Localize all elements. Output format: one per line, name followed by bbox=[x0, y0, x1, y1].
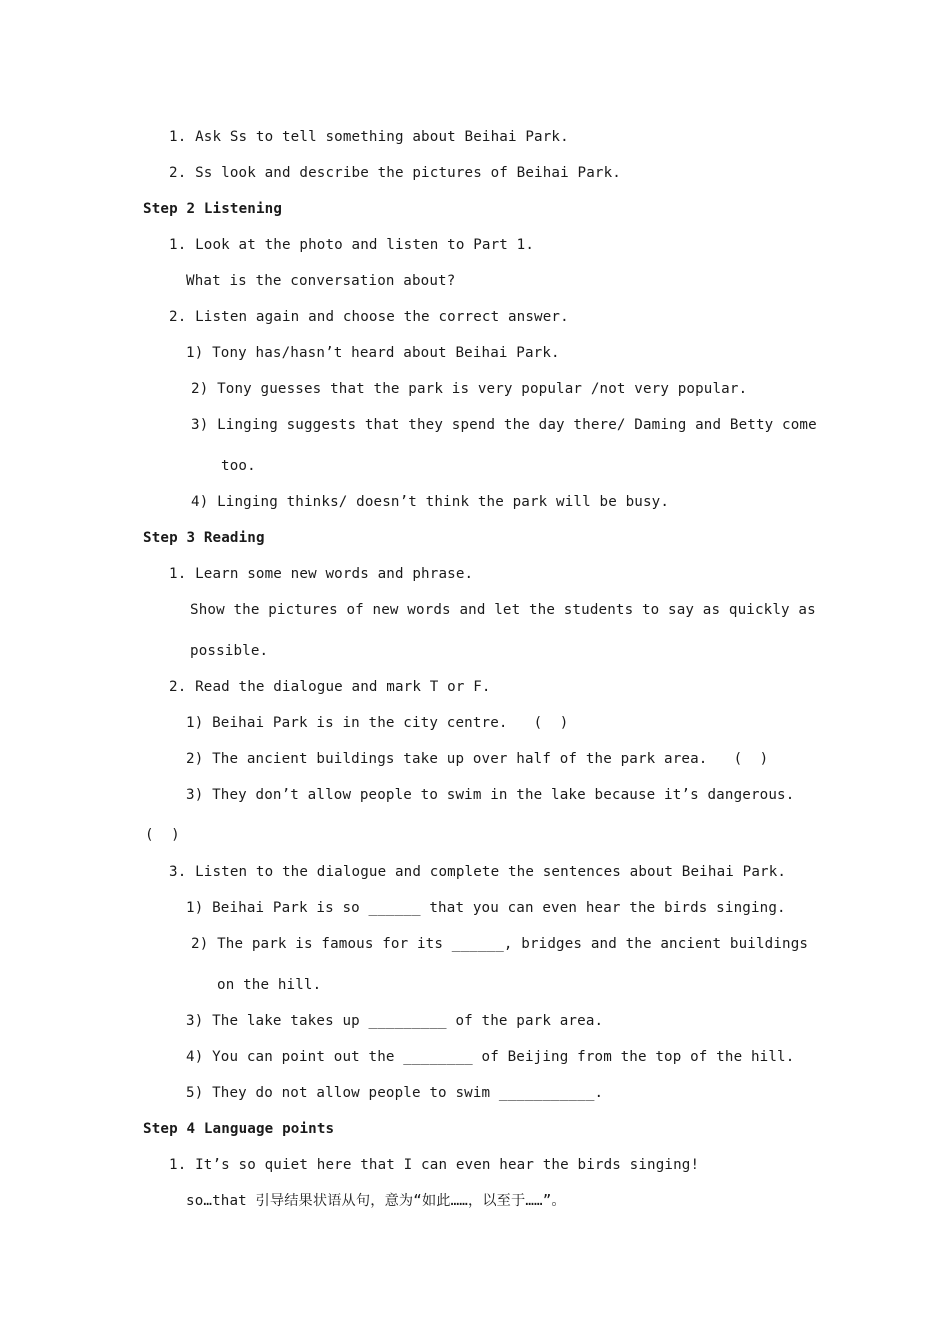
step4-item-1: 1. It’s so quiet here that I can even hear the birds singing! bbox=[169, 1157, 700, 1173]
step2-item-1: 1. Look at the photo and listen to Part 1. bbox=[169, 237, 535, 253]
step2-choice-2: 2) Tony guesses that the park is very popular /not very popular. bbox=[191, 381, 748, 397]
step3-item-1-sub-cont: possible. bbox=[190, 643, 269, 659]
step3-blank-2: 2) The park is famous for its ______, bridges and the ancient buildings bbox=[191, 936, 809, 952]
step3-item-2: 2. Read the dialogue and mark T or F. bbox=[169, 679, 491, 695]
step2-choice-3-cont: too. bbox=[221, 458, 256, 474]
step2-choice-3: 3) Linging suggests that they spend the day there/ Daming and Betty come bbox=[191, 417, 817, 433]
step3-blank-2-cont: on the hill. bbox=[217, 977, 322, 993]
intro-item-1: 1. Ask Ss to tell something about Beihai Park. bbox=[169, 129, 569, 145]
step3-tf-2: 2) The ancient buildings take up over half of the park area. ( ) bbox=[186, 751, 769, 767]
step4-heading: Step 4 Language points bbox=[143, 1121, 335, 1137]
intro-item-2: 2. Ss look and describe the pictures of Beihai Park. bbox=[169, 165, 621, 181]
step3-tf-3-bracket: ( ) bbox=[145, 827, 180, 843]
step3-tf-1: 1) Beihai Park is in the city centre. ( ) bbox=[186, 715, 569, 731]
step2-item-1-sub: What is the conversation about? bbox=[186, 273, 456, 289]
step2-choice-4: 4) Linging thinks/ doesn’t think the park will be busy. bbox=[191, 494, 670, 510]
step3-blank-3: 3) The lake takes up _________ of the park area. bbox=[186, 1013, 604, 1029]
step2-heading: Step 2 Listening bbox=[143, 201, 283, 217]
step3-item-3: 3. Listen to the dialogue and complete the sentences about Beihai Park. bbox=[169, 864, 787, 880]
step3-heading: Step 3 Reading bbox=[143, 530, 265, 546]
step3-blank-1: 1) Beihai Park is so ______ that you can even hear the birds singing. bbox=[186, 900, 786, 916]
step3-blank-4: 4) You can point out the ________ of Beijing from the top of the hill. bbox=[186, 1049, 795, 1065]
step3-item-1-sub: Show the pictures of new words and let the students to say as quickly as bbox=[190, 602, 816, 618]
step2-choice-1: 1) Tony has/hasn’t heard about Beihai Park. bbox=[186, 345, 560, 361]
step4-item-1-note: so…that 引导结果状语从句，意为“如此……，以至于……”。 bbox=[186, 1193, 566, 1209]
step3-tf-3: 3) They don’t allow people to swim in the lake because it’s dangerous. bbox=[186, 787, 795, 803]
step3-blank-5: 5) They do not allow people to swim ___________. bbox=[186, 1085, 604, 1101]
step3-item-1: 1. Learn some new words and phrase. bbox=[169, 566, 474, 582]
step2-item-2: 2. Listen again and choose the correct answer. bbox=[169, 309, 569, 325]
